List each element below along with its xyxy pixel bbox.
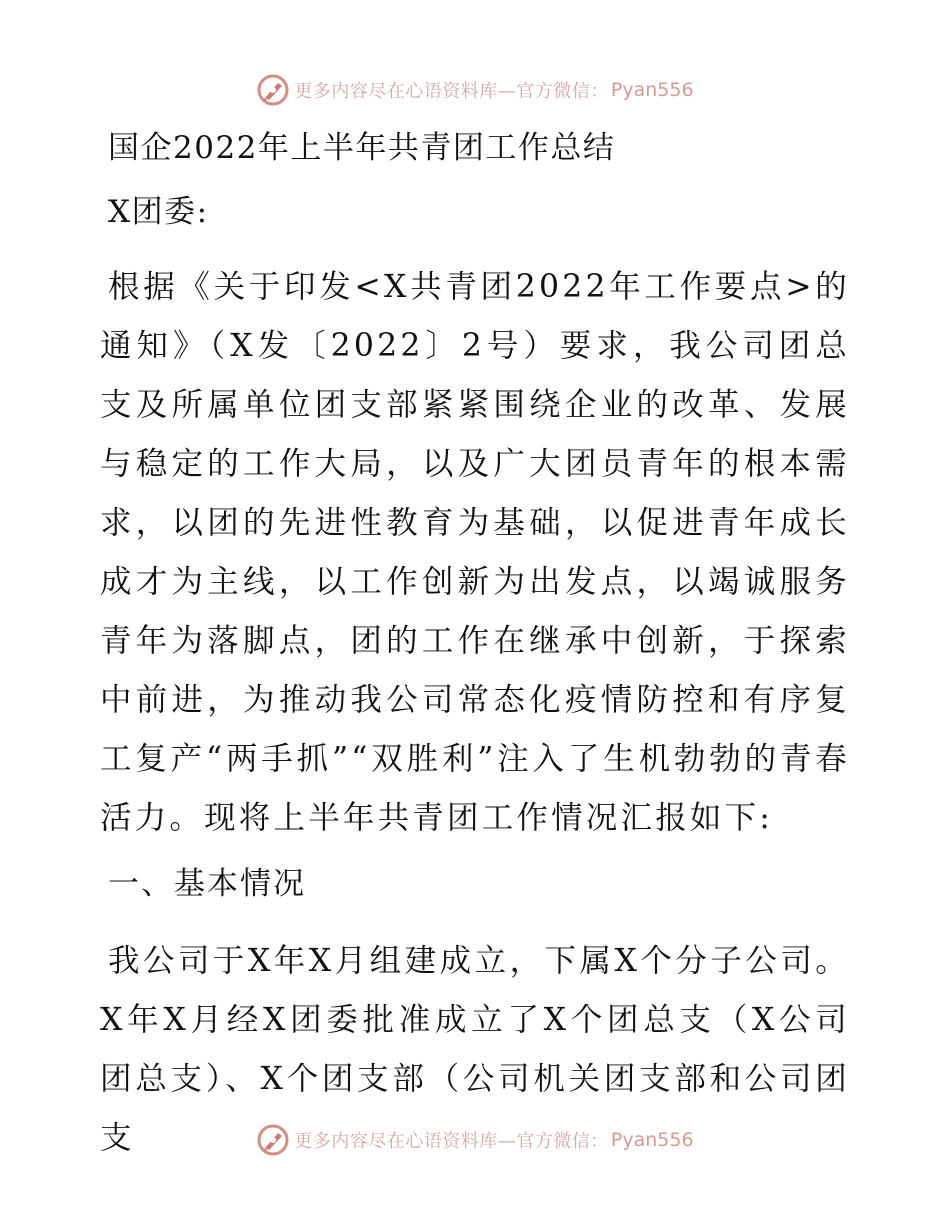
pen-logo-icon (256, 73, 290, 107)
pen-logo-icon (256, 1123, 290, 1157)
watermark-footer (0, 1120, 950, 1160)
watermark-wechat-id: Pyan556 (610, 79, 694, 101)
document-page (100, 126, 850, 1182)
watermark-wechat-id: Pyan556 (610, 1129, 694, 1151)
section-heading: 一、基本情况 (108, 866, 306, 902)
section-paragraph-text: 我公司于X年X月组建成立，下属X个分子公司。X年X月经X团委批准成立了X个团总支（X公司团总支）、X个团支部（公司机关团支部和公司团支 (100, 943, 850, 1156)
watermark-header (0, 70, 950, 110)
watermark-text: 更多内容尽在心语资料库—官方微信： (294, 81, 609, 102)
document-title: 国企2022年上半年共青团工作总结 (108, 130, 616, 166)
watermark-text: 更多内容尽在心语资料库—官方微信： (294, 1131, 609, 1152)
intro-paragraph-text: 根据《关于印发<X共青团2022年工作要点>的通知》（X发〔2022〕2号）要求，我公司团总支及所属单位团支部紧紧围绕企业的改革、发展与稳定的工作大局，以及广大团员青年的根本需求，以团的先进性教育为基础，以促进青年成长成才为主线，以工作创新为出发点，以竭诚服务青年为落脚点，团的工作在继承中创新，于探索中前进，为推动我公司常态化疫情防控和有序复工复产“两手抓”“双胜利”注入了生机勃勃的青春活力。现将上半年共青团工作情况汇报如下: (100, 269, 850, 836)
document-salutation: X团委: (108, 194, 209, 230)
intro-paragraph (100, 258, 850, 848)
